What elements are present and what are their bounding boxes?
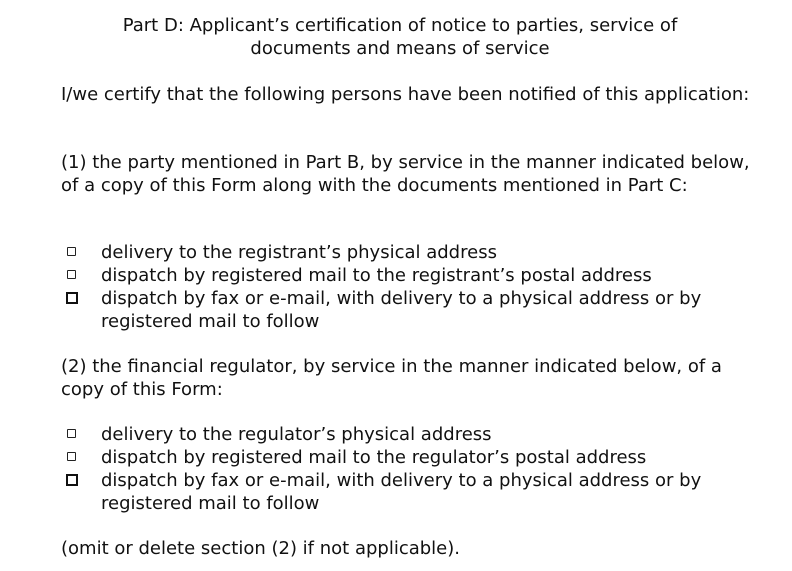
- checkbox[interactable]: [66, 292, 78, 304]
- section-1-options: [61, 241, 751, 333]
- option-label: delivery to the registrant’s physical address: [101, 242, 497, 263]
- option-label: dispatch by fax or e-mail, with delivery to a physical address or by registered mail to follow: [101, 470, 702, 514]
- option-label: delivery to the regulator’s physical address: [101, 424, 492, 445]
- section-title-line-2: documents and means of service: [250, 38, 550, 59]
- section-1-option-registered-mail[interactable]: [61, 264, 751, 287]
- section-2-option-physical-delivery[interactable]: [61, 423, 751, 446]
- section-1-option-fax-email[interactable]: [61, 287, 751, 333]
- section-2-option-registered-mail[interactable]: [61, 446, 751, 469]
- checkbox[interactable]: [67, 247, 76, 256]
- section-2-text: (2) the financial regulator, by service in the manner indicated below, of a copy of this Form:: [61, 356, 722, 400]
- section-2-option-fax-email[interactable]: [61, 469, 751, 515]
- option-label: dispatch by registered mail to the regulator’s postal address: [101, 447, 647, 468]
- section-title: [100, 14, 700, 60]
- section-2-options: [61, 423, 751, 515]
- checkbox[interactable]: [67, 270, 76, 279]
- checkbox[interactable]: [67, 452, 76, 461]
- checkbox[interactable]: [67, 429, 76, 438]
- section-title-line-1: Part D: Applicant’s certification of notice to parties, service of: [122, 15, 678, 36]
- option-label: dispatch by fax or e-mail, with delivery to a physical address or by registered mail to follow: [101, 288, 702, 332]
- omit-note: (omit or delete section (2) if not applicable).: [61, 538, 460, 559]
- section-1-text: (1) the party mentioned in Part B, by service in the manner indicated below, of a copy of this Form along with the documents mentioned in Part C:: [61, 152, 750, 196]
- certification-intro: I/we certify that the following persons have been notified of this application:: [61, 84, 750, 105]
- checkbox[interactable]: [66, 474, 78, 486]
- section-1-option-physical-delivery[interactable]: [61, 241, 751, 264]
- option-label: dispatch by registered mail to the registrant’s postal address: [101, 265, 652, 286]
